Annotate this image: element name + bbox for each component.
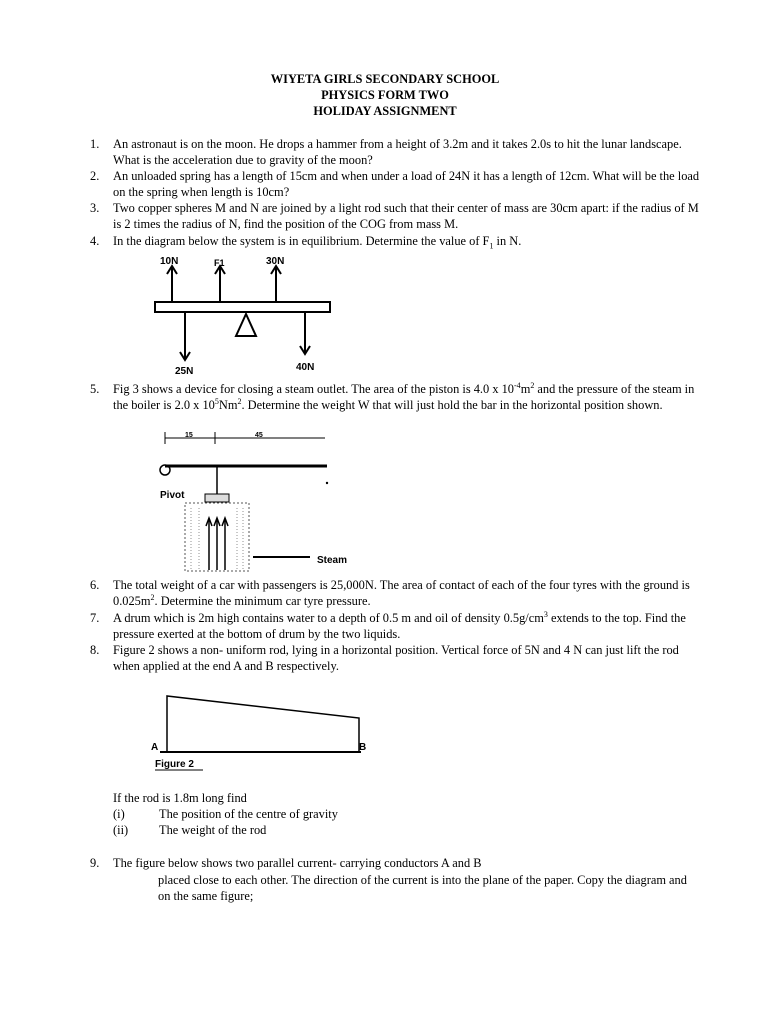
question-number: 4.	[90, 234, 100, 248]
subject-title: PHYSICS FORM TWO	[321, 88, 449, 102]
question-9	[90, 855, 700, 871]
question-2	[90, 168, 700, 200]
question-text: The total weight of a car with passengers is 25,000N. The area of contact of each of the four tyres with the ground is $0.025m^2$. Determine the minimum car tyre pressure.	[113, 578, 690, 608]
label-steam: Steam	[317, 555, 348, 566]
question-text: A drum which is 2m high contains water to a depth of 0.5 m and oil of density $0.5g/cm^3$ extends to the top. Find the pressure exerted at the bottom of drum by the two liquids.	[113, 609, 686, 641]
question-3	[90, 200, 700, 232]
fulcrum	[236, 314, 256, 336]
question-text: Fig 3 shows a device for closing a steam outlet. The area of the piston is 4.0 x $10^{-4}m^2$ and the pressure of the steam in the boiler is 2.0 x $10^5Nm^2$. Determine the weight W that will just hold the bar in the horizontal position shown.	[113, 380, 695, 412]
label-25n: 25N	[175, 366, 194, 376]
q8-sub-i-text: The position of the centre of gravity	[159, 807, 338, 821]
question-text: In the diagram below the system is in equilibrium. Determine the value of $F_1$ in N.	[113, 234, 522, 251]
label-pivot: Pivot	[160, 490, 185, 501]
question-text: Figure 2 shows a non- uniform rod, lying in a horizontal position. Vertical force of 5N and 4 N can just lift the rod when applied at the end A and B respectively.	[113, 643, 679, 673]
question-number: 5.	[90, 382, 100, 396]
non-uniform-rod-diagram	[145, 690, 375, 774]
label-b: B	[359, 742, 367, 753]
piston	[205, 494, 229, 502]
q8-sub-i-num: (i)	[113, 807, 125, 821]
assignment-title: HOLIDAY ASSIGNMENT	[313, 104, 457, 118]
question-text: The figure below shows two parallel current- carrying conductors A and B	[113, 856, 482, 870]
question-4	[90, 233, 700, 249]
beam-balance-diagram	[150, 252, 340, 376]
question-text: Two copper spheres M and N are joined by a light rod such that their center of mass are 30cm apart: if the radius of M is 2 times the radius of N, find the position of the COG from mass M.	[113, 201, 699, 231]
question-number: 6.	[90, 578, 100, 592]
label-f1: F1	[214, 258, 225, 268]
beam	[155, 302, 330, 312]
question-number: 8.	[90, 643, 100, 657]
q8-sub-ii-num: (ii)	[113, 823, 129, 837]
question-text: An astronaut is on the moon. He drops a hammer from a height of 3.2m and it takes 2.0s to hit the lunar landscape. What is the acceleration due to gravity of the moon?	[113, 137, 682, 167]
q8-intro: If the rod is 1.8m long find	[113, 791, 247, 805]
q8-sub-ii-text: The weight of the rod	[159, 823, 267, 837]
question-text: An unloaded spring has a length of 15cm and when under a load of 24N it has a length of 12cm. What will be the load on the spring when length is 10cm?	[113, 169, 700, 199]
question-7	[90, 610, 700, 642]
label-a: A	[151, 742, 159, 753]
question-6	[90, 577, 700, 609]
school-name: WIYETA GIRLS SECONDARY SCHOOL	[270, 72, 500, 86]
figure-caption: Figure 2	[155, 759, 194, 770]
label-45: 45	[255, 432, 263, 439]
label-15: 15	[185, 432, 193, 439]
question-number: 1.	[90, 137, 100, 151]
rod-outline	[167, 696, 359, 752]
question-number: 9.	[90, 856, 100, 870]
question-9-continuation: placed close to each other. The direction of the current is into the plane of the paper. Copy the diagram and on the same figure;	[158, 873, 687, 903]
label-40n: 40N	[296, 362, 315, 373]
label-30n: 30N	[266, 256, 285, 267]
question-8	[90, 642, 700, 674]
label-10n: 10N	[160, 256, 179, 267]
question-number: 2.	[90, 169, 100, 183]
question-1	[90, 136, 700, 168]
question-number: 3.	[90, 201, 100, 215]
question-5	[90, 381, 700, 429]
steam-valve-diagram	[155, 428, 360, 574]
question-number: 7.	[90, 611, 100, 625]
